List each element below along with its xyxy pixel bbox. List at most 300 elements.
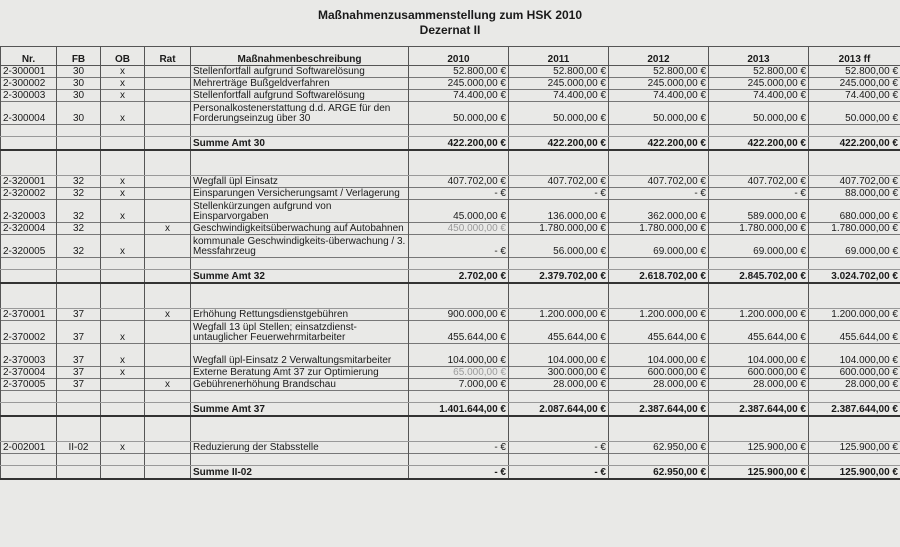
empty-cell (191, 454, 409, 466)
empty-cell (709, 391, 809, 403)
col-header-2011: 2011 (509, 47, 609, 66)
sum-amount: 2.387.644,00 € (709, 403, 809, 417)
measure-description: Reduzierung der Stabsstelle (191, 442, 409, 454)
amount-cell: 1.200.000,00 € (509, 309, 609, 321)
sum-label: Summe II-02 (191, 466, 409, 480)
empty-cell (809, 283, 900, 297)
ob-cell: x (101, 102, 145, 125)
table-body (1, 66, 900, 480)
amount-cell: 245.000,00 € (709, 78, 809, 90)
fb-cell: 37 (57, 309, 101, 321)
amount-cell: 407.702,00 € (509, 176, 609, 188)
empty-cell (809, 258, 900, 270)
sum-amount: 125.900,00 € (709, 466, 809, 480)
empty-cell (191, 391, 409, 403)
empty-cell (145, 283, 191, 297)
empty-cell (57, 430, 101, 442)
amount-cell: 245.000,00 € (409, 78, 509, 90)
col-header-2013ff: 2013 ff (809, 47, 900, 66)
table-row (1, 442, 900, 454)
amount-cell: 69.000,00 € (809, 235, 900, 258)
col-header-nr: Nr. (1, 47, 57, 66)
empty-cell (145, 297, 191, 309)
empty-cell (145, 258, 191, 270)
table-row (1, 90, 900, 102)
empty-cell (101, 270, 145, 284)
measure-number: 2-320005 (1, 235, 57, 258)
empty-cell (709, 258, 809, 270)
amount-cell: 407.702,00 € (409, 176, 509, 188)
col-header-rat: Rat (145, 47, 191, 66)
spacer-row (1, 150, 900, 164)
table-row (1, 367, 900, 379)
empty-cell (709, 454, 809, 466)
empty-cell (101, 164, 145, 176)
spacer-row (1, 416, 900, 430)
rat-cell (145, 188, 191, 200)
fb-cell: II-02 (57, 442, 101, 454)
fb-cell: 37 (57, 379, 101, 391)
empty-cell (57, 454, 101, 466)
empty-cell (191, 150, 409, 164)
empty-cell (809, 164, 900, 176)
empty-cell (409, 125, 509, 137)
amount-cell: 50.000,00 € (609, 102, 709, 125)
amount-cell: 136.000,00 € (509, 200, 609, 223)
amount-cell: - € (709, 188, 809, 200)
empty-cell (145, 430, 191, 442)
empty-cell (101, 391, 145, 403)
empty-cell (609, 391, 709, 403)
amount-cell: 1.200.000,00 € (609, 309, 709, 321)
table-row (1, 78, 900, 90)
amount-cell: 900.000,00 € (409, 309, 509, 321)
empty-cell (57, 164, 101, 176)
empty-cell (191, 416, 409, 430)
amount-cell: 69.000,00 € (709, 235, 809, 258)
col-header-ob: OB (101, 47, 145, 66)
sum-amount: 2.387.644,00 € (609, 403, 709, 417)
ob-cell: x (101, 442, 145, 454)
sum-amount: 2.387.644,00 € (809, 403, 900, 417)
measure-number: 2-320002 (1, 188, 57, 200)
empty-cell (57, 466, 101, 480)
measure-number: 2-300004 (1, 102, 57, 125)
sum-amount: 62.950,00 € (609, 466, 709, 480)
measure-description: Personalkostenerstattung d.d. ARGE für den Forderungseinzug über 30 (191, 102, 409, 125)
rat-cell (145, 367, 191, 379)
empty-cell (609, 125, 709, 137)
measure-description: Wegfall 13 üpl Stellen; einsatzdienst-untauglicher Feuerwehrmitarbeiter (191, 321, 409, 344)
empty-cell (191, 283, 409, 297)
empty-cell (609, 150, 709, 164)
empty-cell (409, 454, 509, 466)
amount-cell: 104.000,00 € (709, 344, 809, 367)
fb-cell: 32 (57, 200, 101, 223)
spacer-row (1, 297, 900, 309)
spacer-row (1, 164, 900, 176)
empty-cell (57, 297, 101, 309)
empty-cell (809, 391, 900, 403)
amount-cell: 62.950,00 € (609, 442, 709, 454)
amount-cell: 407.702,00 € (709, 176, 809, 188)
empty-cell (1, 150, 57, 164)
ob-cell (101, 379, 145, 391)
measure-number: 2-370002 (1, 321, 57, 344)
ob-cell (101, 223, 145, 235)
empty-cell (145, 125, 191, 137)
empty-cell (809, 430, 900, 442)
empty-cell (145, 391, 191, 403)
sum-amount: 2.379.702,00 € (509, 270, 609, 284)
empty-cell (709, 430, 809, 442)
empty-cell (409, 416, 509, 430)
empty-cell (145, 416, 191, 430)
sum-amount: 3.024.702,00 € (809, 270, 900, 284)
amount-cell: 7.000,00 € (409, 379, 509, 391)
amount-cell: 450.000,00 € (409, 223, 509, 235)
measure-number: 2-370004 (1, 367, 57, 379)
empty-cell (1, 466, 57, 480)
amount-cell: 28.000,00 € (609, 379, 709, 391)
empty-cell (409, 297, 509, 309)
empty-cell (191, 125, 409, 137)
ob-cell: x (101, 66, 145, 78)
amount-cell: 300.000,00 € (509, 367, 609, 379)
document-title: Maßnahmenzusammenstellung zum HSK 2010 (317, 8, 583, 22)
amount-cell: 1.780.000,00 € (609, 223, 709, 235)
ob-cell: x (101, 188, 145, 200)
sum-amount: 1.401.644,00 € (409, 403, 509, 417)
empty-cell (57, 137, 101, 151)
empty-cell (609, 283, 709, 297)
amount-cell: 455.644,00 € (809, 321, 900, 344)
table-row (1, 321, 900, 344)
rat-cell (145, 78, 191, 90)
amount-cell: - € (609, 188, 709, 200)
header-row (1, 47, 900, 66)
measure-description: Externe Beratung Amt 37 zur Optimierung (191, 367, 409, 379)
empty-cell (1, 416, 57, 430)
sum-amount: 2.845.702,00 € (709, 270, 809, 284)
col-header-2013: 2013 (709, 47, 809, 66)
amount-cell: 589.000,00 € (709, 200, 809, 223)
measure-number: 2-300002 (1, 78, 57, 90)
amount-cell: 52.800,00 € (809, 66, 900, 78)
amount-cell: 52.800,00 € (609, 66, 709, 78)
amount-cell: 600.000,00 € (809, 367, 900, 379)
amount-cell: 125.900,00 € (809, 442, 900, 454)
table-row (1, 379, 900, 391)
ob-cell: x (101, 321, 145, 344)
empty-cell (57, 416, 101, 430)
amount-cell: 52.800,00 € (509, 66, 609, 78)
empty-cell (509, 283, 609, 297)
rat-cell (145, 176, 191, 188)
amount-cell: 455.644,00 € (609, 321, 709, 344)
empty-cell (709, 416, 809, 430)
amount-cell: 1.780.000,00 € (809, 223, 900, 235)
ob-cell: x (101, 200, 145, 223)
measure-description: Wegfall üpl-Einsatz 2 Verwaltungsmitarbeiter (191, 344, 409, 367)
rat-cell (145, 90, 191, 102)
spacer-row (1, 125, 900, 137)
amount-cell: 125.900,00 € (709, 442, 809, 454)
rat-cell (145, 200, 191, 223)
empty-cell (509, 454, 609, 466)
amount-cell: - € (509, 188, 609, 200)
sum-amount: 422.200,00 € (409, 137, 509, 151)
empty-cell (509, 164, 609, 176)
empty-cell (57, 403, 101, 417)
rat-cell (145, 235, 191, 258)
fb-cell: 30 (57, 102, 101, 125)
empty-cell (145, 466, 191, 480)
measure-number: 2-320003 (1, 200, 57, 223)
amount-cell: 28.000,00 € (809, 379, 900, 391)
amount-cell: 1.200.000,00 € (809, 309, 900, 321)
ob-cell: x (101, 78, 145, 90)
empty-cell (101, 454, 145, 466)
rat-cell (145, 321, 191, 344)
amount-cell: 52.800,00 € (709, 66, 809, 78)
fb-cell: 37 (57, 321, 101, 344)
sum-label: Summe Amt 37 (191, 403, 409, 417)
fb-cell: 32 (57, 188, 101, 200)
empty-cell (101, 297, 145, 309)
ob-cell: x (101, 90, 145, 102)
fb-cell: 37 (57, 344, 101, 367)
empty-cell (145, 270, 191, 284)
empty-cell (145, 150, 191, 164)
empty-cell (101, 150, 145, 164)
sum-label: Summe Amt 32 (191, 270, 409, 284)
empty-cell (145, 164, 191, 176)
empty-cell (809, 150, 900, 164)
measure-description: kommunale Geschwindigkeits-überwachung / 3. Messfahrzeug (191, 235, 409, 258)
ob-cell: x (101, 235, 145, 258)
amount-cell: 104.000,00 € (509, 344, 609, 367)
measure-number: 2-320004 (1, 223, 57, 235)
spacer-row (1, 391, 900, 403)
sum-amount: - € (509, 466, 609, 480)
spacer-row (1, 430, 900, 442)
rat-cell (145, 66, 191, 78)
measure-number: 2-370003 (1, 344, 57, 367)
fb-cell: 32 (57, 235, 101, 258)
ob-cell: x (101, 176, 145, 188)
measure-number: 2-320001 (1, 176, 57, 188)
empty-cell (709, 283, 809, 297)
amount-cell: 680.000,00 € (809, 200, 900, 223)
empty-cell (191, 164, 409, 176)
col-header-fb: FB (57, 47, 101, 66)
amount-cell: 1.200.000,00 € (709, 309, 809, 321)
table-row (1, 235, 900, 258)
empty-cell (57, 150, 101, 164)
measure-description: Stellenkürzungen aufgrund von Einsparvorgaben (191, 200, 409, 223)
table-row (1, 223, 900, 235)
empty-cell (191, 297, 409, 309)
empty-cell (57, 391, 101, 403)
fb-cell: 32 (57, 176, 101, 188)
amount-cell: - € (509, 442, 609, 454)
empty-cell (145, 137, 191, 151)
spacer-row (1, 258, 900, 270)
amount-cell: 600.000,00 € (709, 367, 809, 379)
empty-cell (609, 297, 709, 309)
empty-cell (709, 125, 809, 137)
sum-row (1, 270, 900, 284)
amount-cell: 50.000,00 € (709, 102, 809, 125)
sum-amount: 2.618.702,00 € (609, 270, 709, 284)
document-subtitle: Dezernat II (419, 23, 481, 37)
fb-cell: 37 (57, 367, 101, 379)
sum-row (1, 403, 900, 417)
amount-cell: 104.000,00 € (409, 344, 509, 367)
empty-cell (145, 403, 191, 417)
sum-amount: 422.200,00 € (809, 137, 900, 151)
amount-cell: 50.000,00 € (509, 102, 609, 125)
col-header-2010: 2010 (409, 47, 509, 66)
empty-cell (509, 297, 609, 309)
empty-cell (1, 430, 57, 442)
rat-cell: x (145, 379, 191, 391)
empty-cell (1, 403, 57, 417)
measure-description: Geschwindigkeitsüberwachung auf Autobahnen (191, 223, 409, 235)
ob-cell: x (101, 367, 145, 379)
amount-cell: 245.000,00 € (809, 78, 900, 90)
empty-cell (809, 416, 900, 430)
amount-cell: 56.000,00 € (509, 235, 609, 258)
amount-cell: - € (409, 442, 509, 454)
measure-number: 2-300001 (1, 66, 57, 78)
empty-cell (1, 125, 57, 137)
amount-cell: 1.780.000,00 € (709, 223, 809, 235)
amount-cell: 50.000,00 € (409, 102, 509, 125)
amount-cell: - € (409, 188, 509, 200)
measure-description: Stellenfortfall aufgrund Softwarelösung (191, 66, 409, 78)
empty-cell (101, 125, 145, 137)
sum-label: Summe Amt 30 (191, 137, 409, 151)
amount-cell: 69.000,00 € (609, 235, 709, 258)
empty-cell (409, 283, 509, 297)
measure-number: 2-370001 (1, 309, 57, 321)
measure-number: 2-370005 (1, 379, 57, 391)
empty-cell (609, 454, 709, 466)
amount-cell: 407.702,00 € (809, 176, 900, 188)
empty-cell (57, 125, 101, 137)
empty-cell (101, 466, 145, 480)
empty-cell (101, 283, 145, 297)
empty-cell (1, 137, 57, 151)
empty-cell (1, 297, 57, 309)
rat-cell (145, 344, 191, 367)
empty-cell (609, 164, 709, 176)
empty-cell (509, 150, 609, 164)
empty-cell (101, 137, 145, 151)
amount-cell: 74.400,00 € (809, 90, 900, 102)
amount-cell: 74.400,00 € (409, 90, 509, 102)
empty-cell (1, 391, 57, 403)
empty-cell (509, 258, 609, 270)
empty-cell (809, 454, 900, 466)
sum-amount: - € (409, 466, 509, 480)
empty-cell (709, 164, 809, 176)
ob-cell (101, 309, 145, 321)
empty-cell (509, 391, 609, 403)
sum-amount: 422.200,00 € (709, 137, 809, 151)
amount-cell: 74.400,00 € (609, 90, 709, 102)
amount-cell: 362.000,00 € (609, 200, 709, 223)
empty-cell (509, 430, 609, 442)
measures-table (0, 46, 900, 480)
empty-cell (1, 454, 57, 466)
amount-cell: 74.400,00 € (509, 90, 609, 102)
amount-cell: 600.000,00 € (609, 367, 709, 379)
empty-cell (101, 258, 145, 270)
table-row (1, 102, 900, 125)
empty-cell (409, 258, 509, 270)
rat-cell: x (145, 309, 191, 321)
rat-cell (145, 102, 191, 125)
empty-cell (409, 430, 509, 442)
amount-cell: 65.000,00 € (409, 367, 509, 379)
empty-cell (609, 258, 709, 270)
fb-cell: 30 (57, 90, 101, 102)
col-header-2012: 2012 (609, 47, 709, 66)
table-row (1, 344, 900, 367)
empty-cell (409, 391, 509, 403)
amount-cell: 104.000,00 € (809, 344, 900, 367)
empty-cell (709, 297, 809, 309)
amount-cell: 455.644,00 € (709, 321, 809, 344)
amount-cell: 455.644,00 € (509, 321, 609, 344)
sum-amount: 125.900,00 € (809, 466, 900, 480)
empty-cell (509, 125, 609, 137)
measure-description: Wegfall üpl Einsatz (191, 176, 409, 188)
empty-cell (409, 164, 509, 176)
amount-cell: 50.000,00 € (809, 102, 900, 125)
empty-cell (1, 164, 57, 176)
sum-amount: 2.702,00 € (409, 270, 509, 284)
measure-description: Einsparungen Versicherungsamt / Verlagerung (191, 188, 409, 200)
measure-description: Gebührenerhöhung Brandschau (191, 379, 409, 391)
empty-cell (1, 283, 57, 297)
spacer-row (1, 283, 900, 297)
amount-cell: - € (409, 235, 509, 258)
col-header-description: Maßnahmenbeschreibung (191, 47, 409, 66)
empty-cell (57, 258, 101, 270)
sum-amount: 422.200,00 € (509, 137, 609, 151)
amount-cell: 245.000,00 € (609, 78, 709, 90)
sum-amount: 422.200,00 € (609, 137, 709, 151)
amount-cell: 1.780.000,00 € (509, 223, 609, 235)
measure-description: Stellenfortfall aufgrund Softwarelösung (191, 90, 409, 102)
measure-description: Erhöhung Rettungsdienstgebühren (191, 309, 409, 321)
amount-cell: 74.400,00 € (709, 90, 809, 102)
empty-cell (145, 454, 191, 466)
fb-cell: 30 (57, 78, 101, 90)
rat-cell: x (145, 223, 191, 235)
empty-cell (101, 416, 145, 430)
measure-number: 2-002001 (1, 442, 57, 454)
empty-cell (101, 430, 145, 442)
empty-cell (191, 430, 409, 442)
sum-row (1, 137, 900, 151)
ob-cell: x (101, 344, 145, 367)
empty-cell (809, 297, 900, 309)
